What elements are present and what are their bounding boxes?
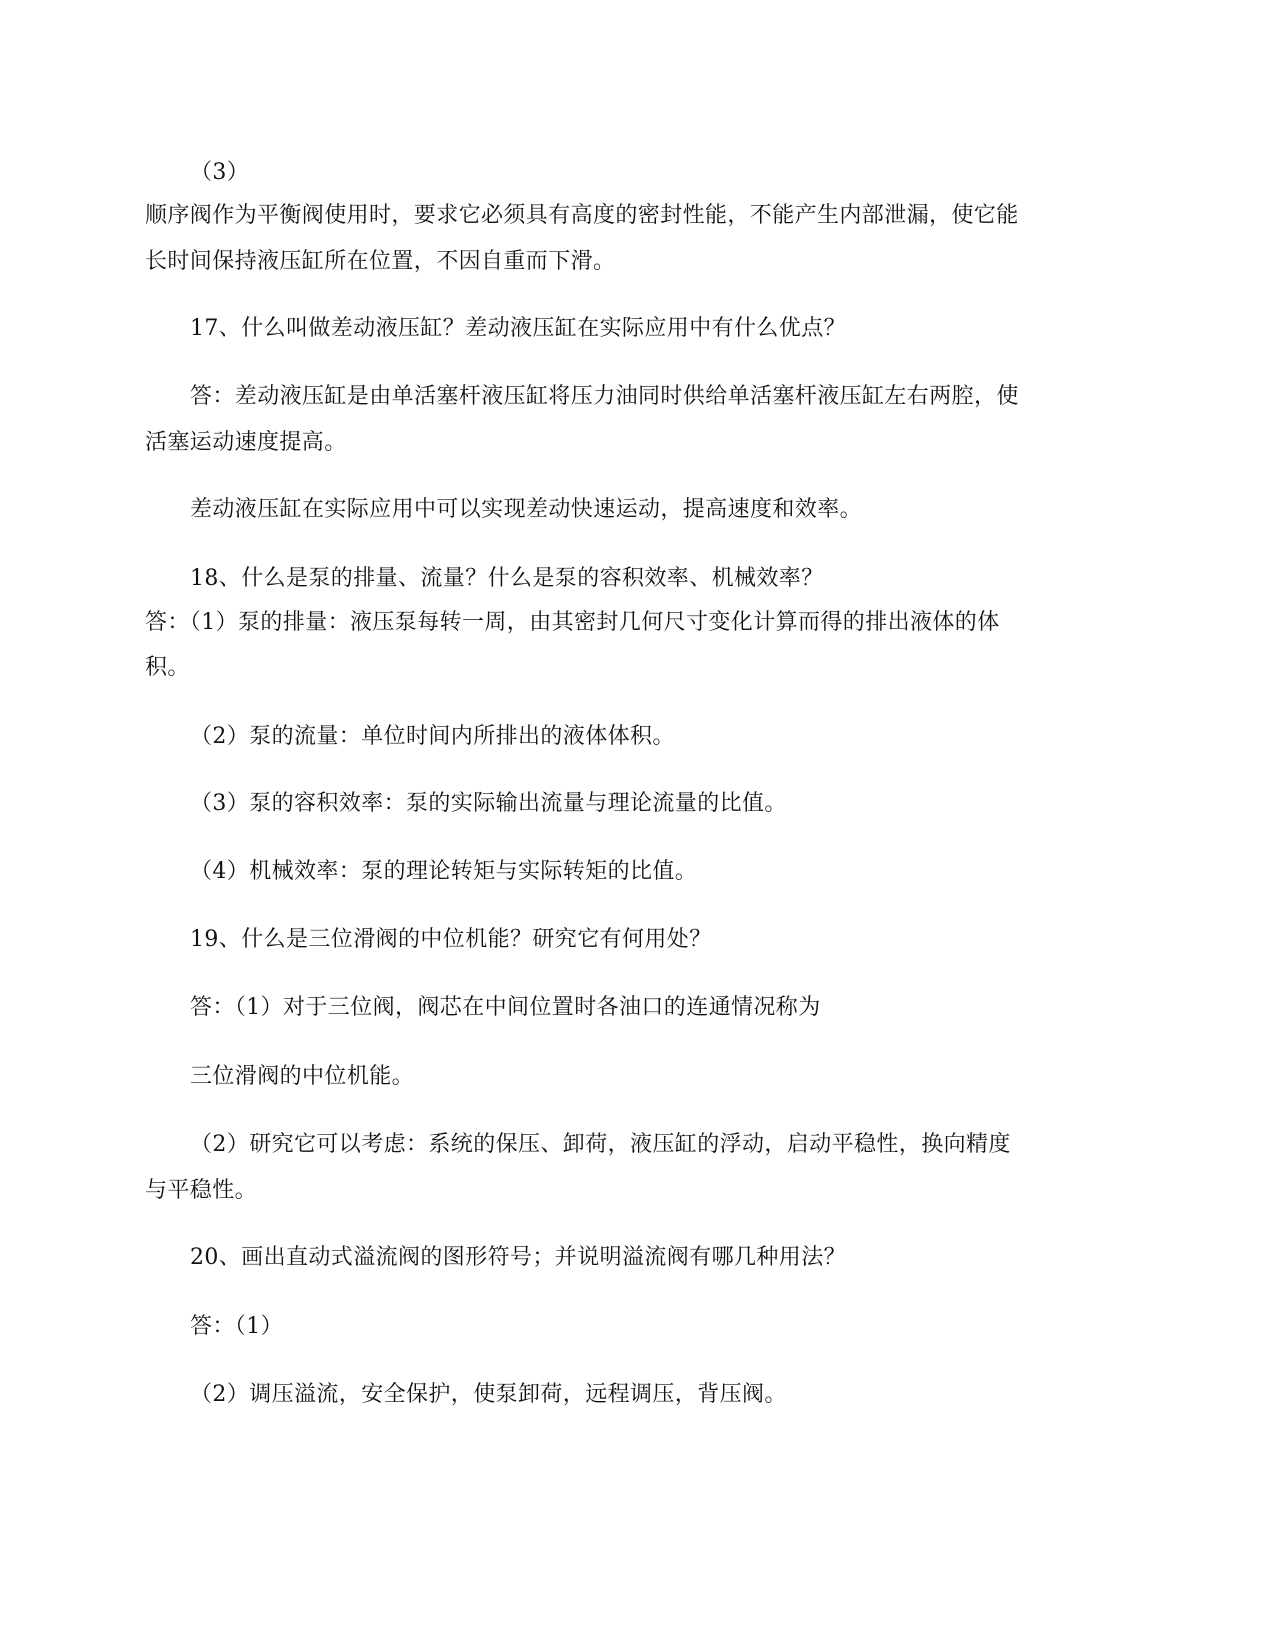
answer-text-line: 积。	[145, 655, 190, 680]
answer-item-line: （2）研究它可以考虑：系统的保压、卸荷，液压缸的浮动，启动平稳性，换向精度	[190, 1132, 1011, 1157]
answer-item-line: （4）机械效率：泵的理论转矩与实际转矩的比值。	[190, 859, 698, 884]
answer-text-line: 与平稳性。	[145, 1178, 258, 1203]
answer-text-line: 答：（1）泵的排量：液压泵每转一周，由其密封几何尺寸变化计算而得的排出液体的体	[145, 610, 1000, 635]
answer-text-line: 差动液压缸在实际应用中可以实现差动快速运动，提高速度和效率。	[190, 497, 863, 522]
question-18: 18、什么是泵的排量、流量？什么是泵的容积效率、机械效率？	[190, 566, 824, 591]
answer-item-3-label: （3）	[190, 160, 250, 185]
answer-text-line: 三位滑阀的中位机能。	[190, 1064, 415, 1089]
answer-text-line: 答：（1）对于三位阀，阀芯在中间位置时各油口的连通情况称为	[190, 995, 821, 1020]
answer-item-line: （2）泵的流量：单位时间内所排出的液体体积。	[190, 724, 675, 749]
question-20: 20、画出直动式溢流阀的图形符号；并说明溢流阀有哪几种用法？	[190, 1245, 846, 1270]
answer-item-line: （2）调压溢流，安全保护，使泵卸荷，远程调压，背压阀。	[190, 1382, 787, 1407]
answer-item-line: 答：（1）	[190, 1314, 283, 1339]
answer-item-line: （3）泵的容积效率：泵的实际输出流量与理论流量的比值。	[190, 791, 787, 816]
question-17: 17、什么叫做差动液压缸？差动液压缸在实际应用中有什么优点？	[190, 316, 846, 341]
answer-text-line: 长时间保持液压缸所在位置，不因自重而下滑。	[145, 249, 616, 274]
answer-text-line: 活塞运动速度提高。	[145, 430, 347, 455]
answer-text-line: 顺序阀作为平衡阀使用时，要求它必须具有高度的密封性能，不能产生内部泄漏，使它能	[145, 203, 1019, 228]
answer-text-line: 答：差动液压缸是由单活塞杆液压缸将压力油同时供给单活塞杆液压缸左右两腔，使	[190, 384, 1019, 409]
question-19: 19、什么是三位滑阀的中位机能？研究它有何用处？	[190, 927, 712, 952]
